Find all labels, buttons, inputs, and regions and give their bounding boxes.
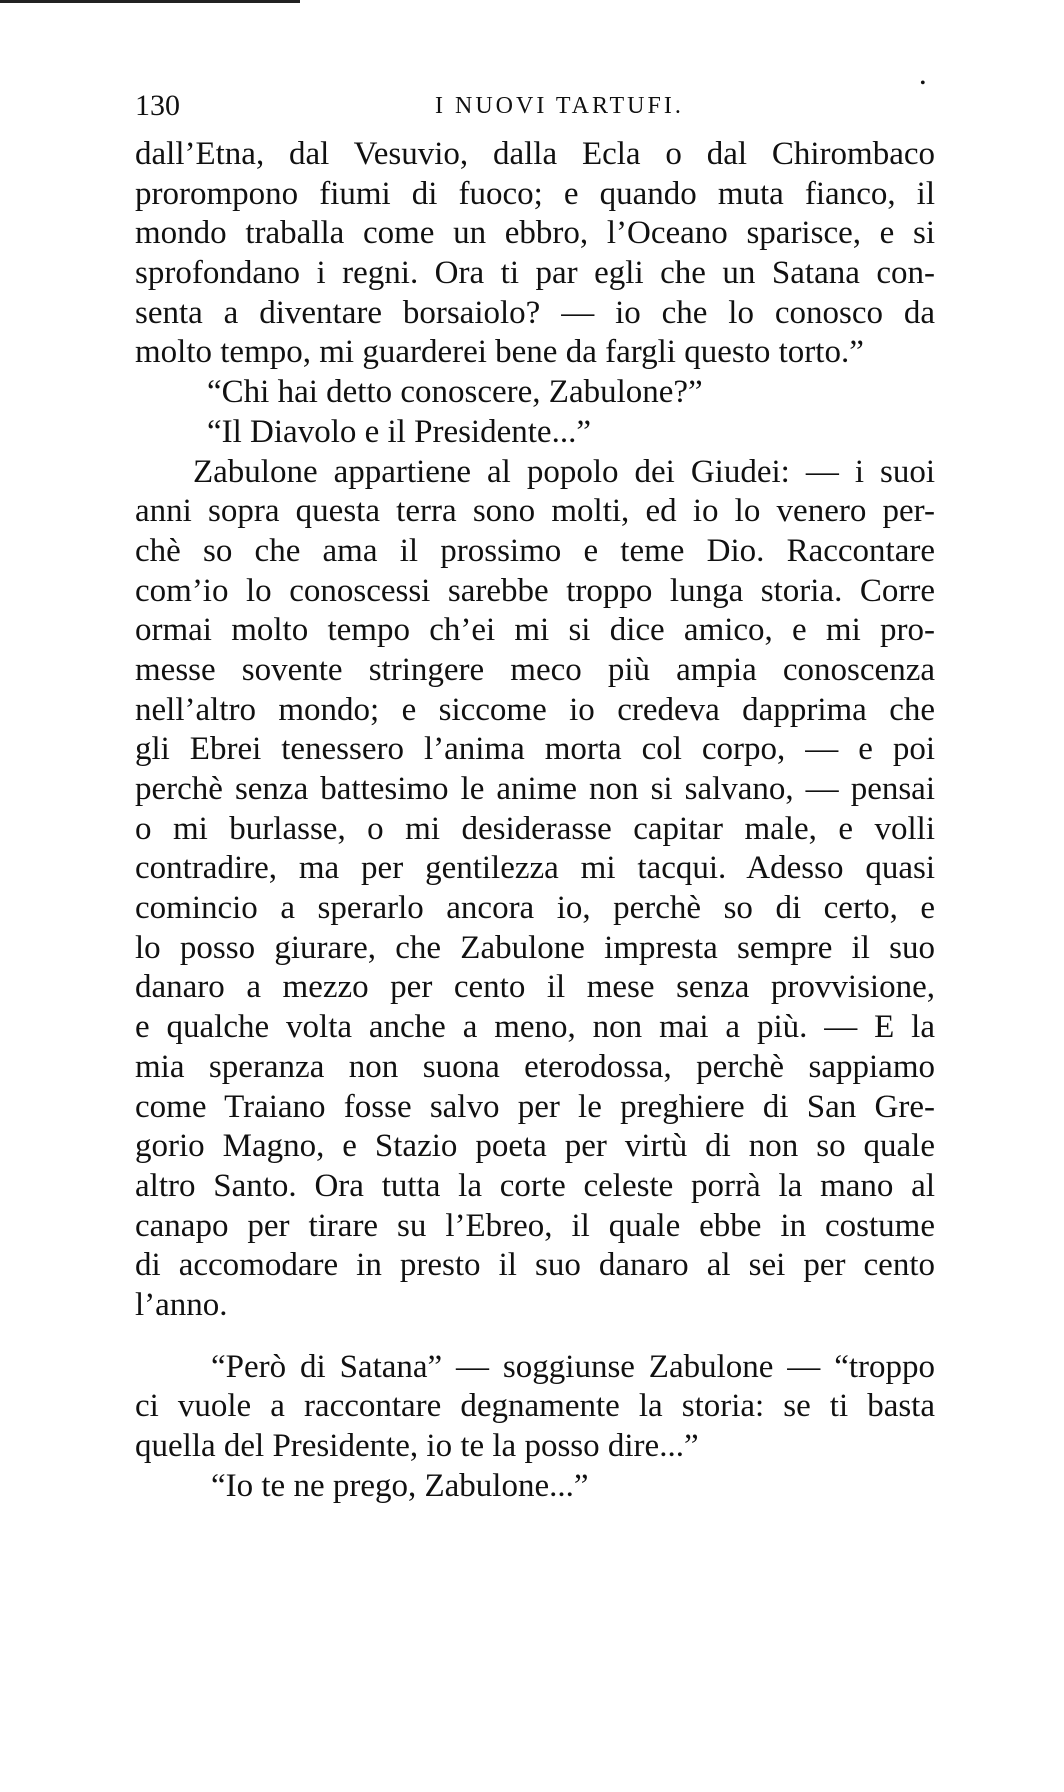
paragraph-start-line: “Però di Satana” — soggiunse Zabulone — “troppo <box>211 1348 935 1385</box>
text-line: e qualche volta anche a meno, non mai a più. — E la <box>135 1009 935 1046</box>
running-title: I NUOVI TARTUFI. <box>435 93 684 119</box>
printer-mark: • <box>920 75 926 92</box>
body-text <box>135 135 935 1506</box>
text-line: mia speranza non suona eterodossa, perchè sappiamo <box>135 1048 935 1085</box>
text-line: gli Ebrei tenessero l’anima morta col corpo, — e poi <box>135 731 935 768</box>
text-line: messe sovente stringere meco più ampia conoscenza <box>135 651 935 688</box>
text-line: l’anno. <box>135 1286 228 1323</box>
text-line: altro Santo. Ora tutta la corte celeste porrà la mano al <box>135 1167 935 1204</box>
text-line: molto tempo, mi guarderei bene da fargli questo torto.” <box>135 334 864 371</box>
text-line: mondo traballa come un ebbro, l’Oceano sparisce, e si <box>135 215 935 252</box>
text-line: sprofondano i regni. Ora ti par egli che un Satana con- <box>135 255 935 292</box>
text-line: canapo per tirare su l’Ebreo, il quale ebbe in costume <box>135 1207 935 1244</box>
text-line: nell’altro mondo; e siccome io credeva dapprima che <box>135 691 935 728</box>
text-line: quella del Presidente, io te la posso dire...” <box>135 1428 699 1464</box>
text-line: senta a diventare borsaiolo? — io che lo conosco da <box>135 294 935 331</box>
text-line: contradire, ma per gentilezza mi tacqui. Adesso quasi <box>135 850 935 887</box>
dialogue-line: “Io te ne prego, Zabulone...” <box>211 1467 589 1504</box>
text-line: dall’Etna, dal Vesuvio, dalla Ecla o dal Chirombaco <box>135 136 935 172</box>
text-line: chè so che ama il prossimo e teme Dio. Raccontare <box>135 532 935 569</box>
text-line: anni sopra questa terra sono molti, ed io lo venero per- <box>135 493 935 530</box>
text-line: danaro a mezzo per cento il mese senza provvisione, <box>135 969 935 1006</box>
text-line: lo posso giurare, che Zabulone impresta sempre il suo <box>135 929 935 966</box>
text-line: di accomodare in presto il suo danaro al sei per cento <box>135 1247 935 1284</box>
text-line: perchè senza battesimo le anime non si salvano, — pensai <box>135 771 935 807</box>
text-line: come Traiano fosse salvo per le preghiere di San Gre- <box>135 1088 935 1125</box>
text-line: ormai molto tempo ch’ei mi si dice amico, e mi pro- <box>135 612 935 649</box>
page-number: 130 <box>135 89 180 122</box>
dialogue-line: “Il Diavolo e il Presidente...” <box>207 413 591 450</box>
running-head <box>135 86 935 126</box>
text-line: ci vuole a raccontare degnamente la storia: se ti basta <box>135 1388 935 1425</box>
text-line: prorompono fiumi di fuoco; e quando muta fianco, il <box>135 175 935 212</box>
text-line: comincio a sperarlo ancora io, perchè so di certo, e <box>135 890 935 927</box>
dialogue-line: “Chi hai detto conoscere, Zabulone?” <box>207 374 703 411</box>
text-line: com’io lo conoscessi sarebbe troppo lunga storia. Corre <box>135 572 935 609</box>
top-border-rule <box>0 0 300 3</box>
paragraph-start-line: Zabulone appartiene al popolo dei Giudei: — i suoi <box>193 453 935 490</box>
text-line: o mi burlasse, o mi desiderasse capitar male, e volli <box>135 810 935 847</box>
text-line: gorio Magno, e Stazio poeta per virtù di non so quale <box>135 1128 935 1165</box>
